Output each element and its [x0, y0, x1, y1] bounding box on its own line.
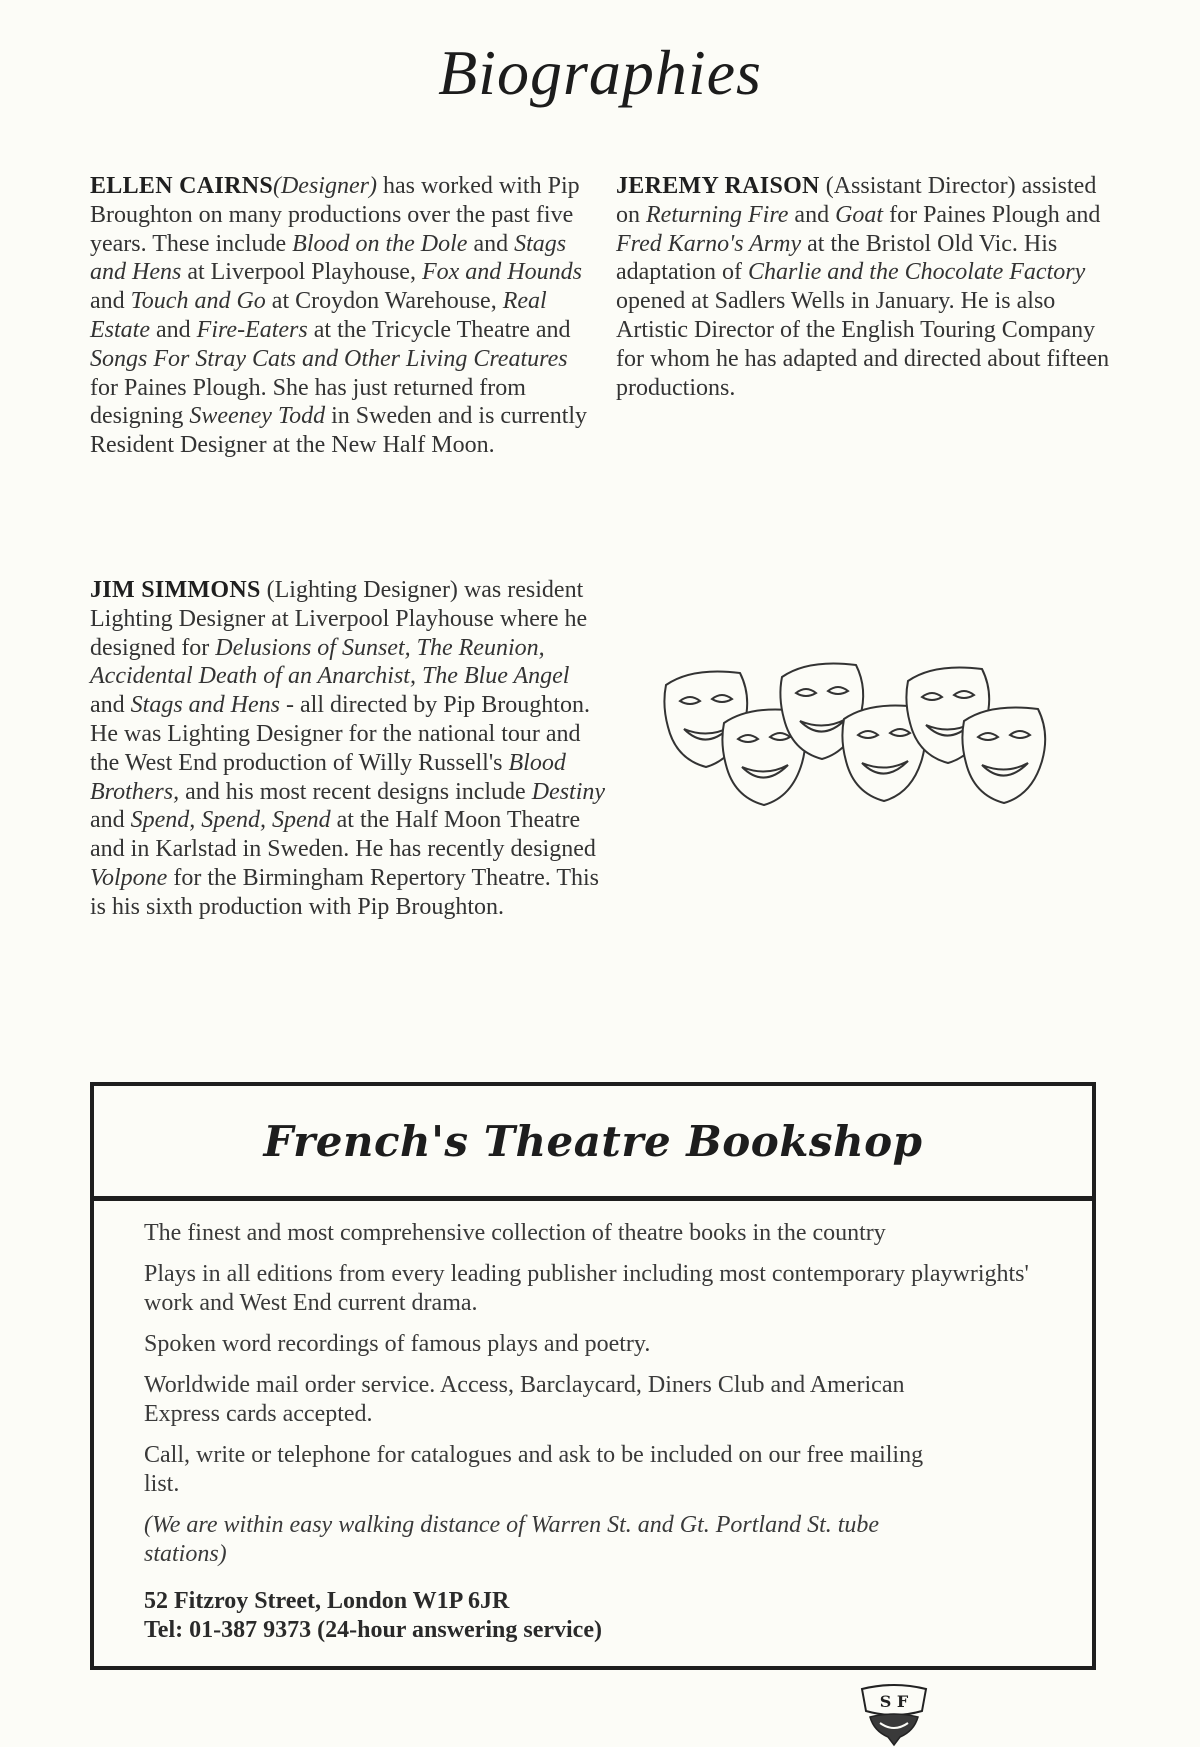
bio-work-title: Sweeney Todd [189, 403, 326, 430]
bio-work-title: Fox and Hounds [421, 259, 582, 286]
bio-text: and [467, 230, 515, 257]
bio-work-title: Returning Fire [646, 201, 789, 228]
bookshop-body [94, 1201, 1092, 1711]
bookshop-advert [90, 1082, 1096, 1711]
bio-name: JEREMY RAISON [616, 173, 820, 199]
bookshop-location-note: (We are within easy walking distance of Warren St. and Gt. Portland St. tube stations) [144, 1512, 880, 1567]
bio-text: and [150, 316, 197, 343]
bio-text: at the Tricycle Theatre and [307, 316, 571, 343]
bio-work-title: Stags and Hens [130, 692, 280, 719]
bookshop-header [94, 1086, 1092, 1201]
bookshop-paragraph: Plays in all editions from every leading publisher including most contemporary playwrights' work and West End current drama. [144, 1261, 1029, 1316]
bookshop-title: French's Theatre Bookshop [263, 1116, 923, 1166]
bio-text: and [788, 201, 836, 228]
bio-work-title: Goat [835, 201, 884, 228]
bio-role: (Designer) [272, 173, 377, 199]
bio-text: in Sweden and is currently Resident Designer at the New Half Moon. [90, 403, 588, 459]
bookshop-paragraph: Call, write or telephone for catalogues and ask to be included on our free mailing list. [144, 1442, 924, 1497]
bio-work-title: Destiny [531, 778, 606, 805]
bio-work-title: Volpone [90, 864, 168, 891]
logo-lettering: S F [879, 1692, 909, 1711]
bio-work-title: Blood on the Dole [292, 230, 468, 257]
samuel-french-logo-icon [854, 1681, 934, 1747]
bio-ellen-cairns [90, 172, 595, 460]
bio-work-title: Real Estate [90, 288, 547, 343]
bio-text: and [90, 692, 131, 719]
bio-name: JIM SIMMONS [90, 577, 261, 603]
bio-jeremy-raison [616, 172, 1121, 402]
bookshop-paragraph: Worldwide mail order service. Access, Barclaycard, Diners Club and American Express cards accepted. [144, 1372, 905, 1427]
bookshop-paragraph: Spoken word recordings of famous plays and poetry. [144, 1331, 651, 1357]
bio-work-title: Fire-Eaters [196, 316, 308, 343]
bio-jim-simmons [90, 576, 610, 922]
bio-text: and [90, 807, 131, 834]
bio-work-title: Songs For Stray Cats and Other Living Creatures [90, 345, 568, 372]
bio-text: at Croydon Warehouse, [265, 288, 503, 315]
bio-text: at Liverpool Playhouse, [181, 259, 422, 286]
bio-text: has worked with Pip Broughton on many productions over the past five years. These include [90, 173, 580, 257]
bio-text: - all directed by Pip Broughton. He was Lighting Designer for the national tour and the West End production of Willy Russell's [90, 692, 590, 776]
bio-text: at the Bristol Old Vic. His adaptation of [616, 230, 1058, 286]
bio-text: assisted on [616, 173, 1097, 228]
bio-text: and [90, 288, 131, 315]
bio-name: ELLEN CAIRNS [90, 173, 273, 199]
bio-work-title: Spend, Spend, Spend [130, 807, 331, 834]
bio-role: (Assistant Director) [819, 173, 1016, 199]
bookshop-paragraph: The finest and most comprehensive collection of theatre books in the country [144, 1220, 886, 1246]
bio-work-title: Fred Karno's Army [616, 230, 802, 257]
bio-text: for Paines Plough and [883, 201, 1101, 228]
bio-text: opened at Sadlers Wells in January. He is also Artistic Director of the English Touring Company for whom he has adapted and directed about fifteen productions. [616, 288, 1110, 401]
bio-text: and his most recent designs include [179, 778, 532, 805]
bio-work-title: Charlie and the Chocolate Factory [747, 259, 1086, 286]
bio-text: for Paines Plough. She has just returned from designing [90, 374, 526, 430]
bio-text: at the Half Moon Theatre and in Karlstad in Sweden. He has recently designed [90, 807, 596, 863]
bio-work-title: Blood Brothers, [90, 749, 566, 805]
bookshop-address [144, 1587, 1092, 1645]
bio-work-title: Touch and Go [130, 288, 266, 315]
bio-work-title: Stags and Hens [90, 230, 567, 286]
bio-work-title: Delusions of Sunset, The Reunion, Accidental Death of an Anarchist, The Blue Angel [90, 634, 570, 690]
bio-role: (Lighting Designer) [260, 577, 458, 603]
bio-text: was resident Lighting Designer at Liverpool Playhouse where he designed for [90, 577, 588, 661]
address-line: 52 Fitzroy Street, London W1P 6JR [144, 1588, 510, 1614]
bio-text: for the Birmingham Repertory Theatre. This is his sixth production with Pip Broughton. [90, 864, 599, 920]
telephone-line: Tel: 01-387 9373 (24-hour answering service) [144, 1617, 602, 1643]
theatre-masks-icon [660, 655, 1070, 825]
page-title: Biographies [438, 37, 762, 108]
